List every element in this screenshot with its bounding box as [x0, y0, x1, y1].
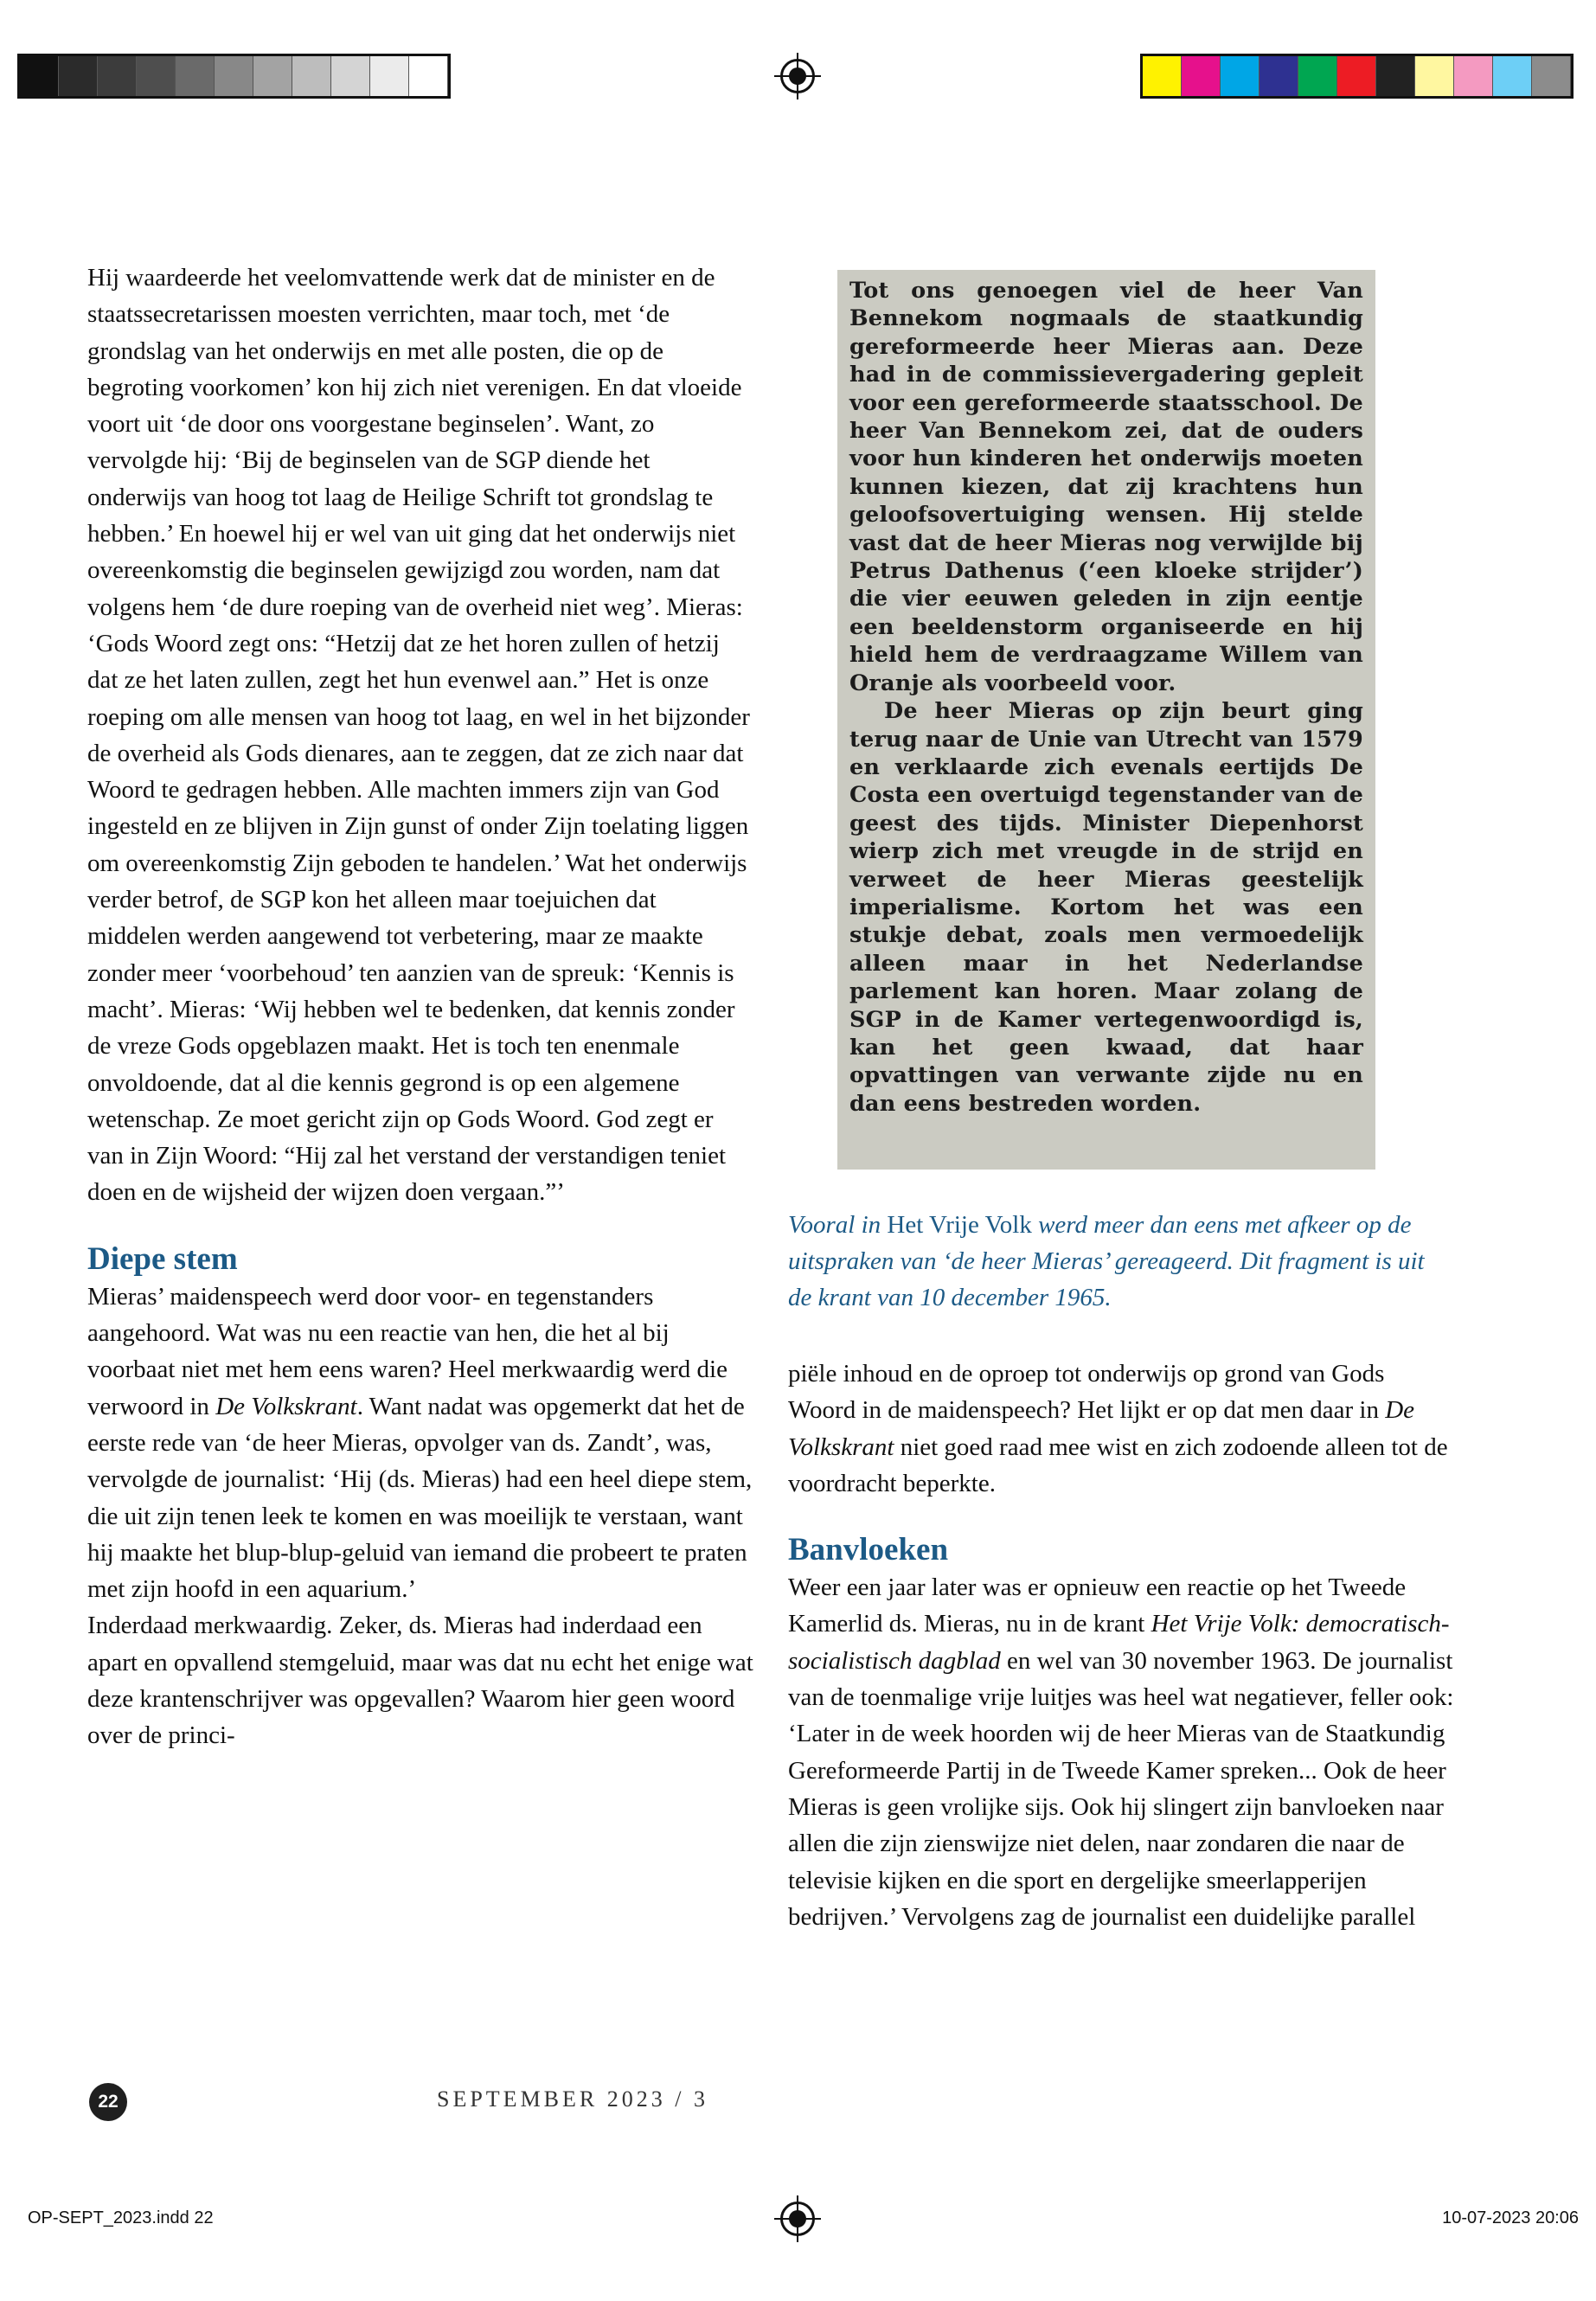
color-swatch: [1298, 56, 1337, 96]
greyscale-swatch: [59, 56, 98, 96]
right-column: [788, 1356, 1454, 1935]
section-heading-diepe-stem: Diepe stem: [87, 1240, 238, 1277]
greyscale-swatch: [253, 56, 292, 96]
newspaper-title: Het Vrije Volk: [887, 1211, 1032, 1239]
color-swatch: [1454, 56, 1493, 96]
greyscale-swatch: [370, 56, 409, 96]
color-swatch: [1221, 56, 1259, 96]
color-swatch: [1493, 56, 1532, 96]
greyscale-swatch: [409, 56, 448, 96]
newspaper-title: De Volkskrant: [788, 1396, 1415, 1461]
registration-mark-top: [780, 59, 815, 93]
body-paragraph: Mieras’ maidenspeech werd door voor- en tegenstanders aangehoord. Wat was nu een reactie van hen, die het al bij voorbaat niet met hem eens waren? Heel merkwaardig werd die verwoord in De Volkskrant. Want nadat was opgemerkt dat het de eerste rede van ‘de heer Mieras, opvolger van ds. Zandt’, was, vervolgde de journalist: ‘Hij (ds. Mieras) had een heel diepe stem, die uit zijn tenen leek te komen en was moeilijk te verstaan, want hij maakte het blup-blup-geluid van iemand die probeert te praten met zijn hoofd in een aquarium.’: [87, 1282, 753, 1604]
greyscale-swatch: [137, 56, 176, 96]
color-swatch: [1337, 56, 1376, 96]
greyscale-swatch: [20, 56, 59, 96]
greyscale-swatch: [292, 56, 331, 96]
color-swatch: [1259, 56, 1298, 96]
clipping-paragraph: Tot ons genoegen viel de heer Van Bennekom nogmaals de staatkundig gereformeerde heer Mieras aan. Deze had in de commissievergadering gepleit voor een gereformeerde staatsschool. De heer Van Bennekom zei, dat de ouders voor hun kinderen het onderwijs moeten kunnen kiezen, dat zij krachtens hun geloofsovertuiging wensen. Hij stelde vast dat de heer Mieras nog verwijlde bij Petrus Dathenus (‘een kloeke strijder’) die vier eeuwen geleden in zijn eentje een beeldenstorm organiseerde en hij hield hem de verdraagzame Willem van Oranje als voorbeeld voor.: [849, 278, 1363, 696]
color-swatch: [1532, 56, 1571, 96]
left-column: [87, 260, 753, 1754]
registration-mark-bottom: [780, 2202, 815, 2236]
page-number-badge: 22: [89, 2083, 127, 2121]
color-swatch: [1415, 56, 1454, 96]
newspaper-title: De Volkskrant: [215, 1392, 357, 1420]
section-heading-banvloeken: Banvloeken: [788, 1532, 949, 1568]
clipping-paragraph: De heer Mieras op zijn beurt ging terug naar de Unie van Utrecht van 1579 en verklaarde zich evenals eertijds De Costa een overtuigd tegenstander van de geest des tijds. Minister Diepenhorst wierp zich met vreugde in de strijd en verweet de heer Mieras geestelijk imperialisme. Kortom het was een stukje debat, zoals men vermoedelijk alleen maar in het Nederlandse parlement kan horen. Maar zolang de SGP in de Kamer vertegenwoordigd is, kan het geen kwaad, dat haar opvattingen van verwante zijde nu en dan eens bestreden worden.: [849, 698, 1363, 1117]
body-paragraph: Weer een jaar later was er opnieuw een reactie op het Tweede Kamerlid ds. Mieras, nu in de krant Het Vrije Volk: democratisch-socialistisch dagblad en wel van 30 november 1963. De journalist van de toenmalige vrije luitjes was heel wat negatiever, feller ook: ‘Later in de week hoorden wij de heer Mieras van de Staatkundig Gereformeerde Partij in de Tweede Kamer spreken... Ook de heer Mieras is geen vrolijke sijs. Ook hij slingert zijn banvloeken naar allen die zijn zienswijze niet delen, naar zondaren die naar de televisie kijken en die sport en dergelijke smeerlapperijen bedrijven.’ Vervolgens zag de journalist een duidelijke parallel: [788, 1574, 1454, 1931]
body-paragraph: Inderdaad merkwaardig. Zeker, ds. Mieras had inderdaad een apart en opvallend stemgeluid, maar was dat nu echt het enige wat deze krantenschrijver was opgevallen? Waarom hier geen woord over de princi-: [87, 1612, 753, 1750]
greyscale-swatch: [98, 56, 137, 96]
body-paragraph: piële inhoud en de oproep tot onderwijs op grond van Gods Woord in de maidenspeech? Het lijkt er op dat men daar in De Volkskrant niet goed raad mee wist en zich zodoende alleen tot de voordracht beperkte.: [788, 1360, 1448, 1497]
color-calibration-bar: [1140, 54, 1574, 99]
color-swatch: [1143, 56, 1182, 96]
newspaper-title: Het Vrije Volk: democratisch-socialistisch dagblad: [788, 1610, 1450, 1675]
greyscale-calibration-bar: [17, 54, 451, 99]
greyscale-swatch: [331, 56, 370, 96]
greyscale-swatch: [215, 56, 253, 96]
clipping-caption: Vooral in Het Vrije Volk werd meer dan eens met afkeer op de uitspraken van ‘de heer Mieras’ gereageerd. Dit fragment is uit de krant van 10 december 1965.: [788, 1211, 1425, 1311]
greyscale-swatch: [176, 56, 215, 96]
newspaper-clipping: [837, 270, 1375, 1170]
color-swatch: [1376, 56, 1415, 96]
slug-date: 10-07-2023 20:06: [1442, 2208, 1579, 2227]
body-paragraph: Hij waardeerde het veelomvattende werk dat de minister en de staatssecretarissen moesten verrichten, maar toch, met ‘de grondslag van het onderwijs en met alle posten, die op de begroting voorkomen’ kon hij zich niet verenigen. En dat vloeide voort uit ‘de door ons voorgestane beginselen’. Want, zo vervolgde hij: ‘Bij de beginselen van de SGP diende het onderwijs van hoog tot laag de Heilige Schrift tot grondslag te hebben.’ En hoewel hij er wel van uit ging dat het onderwijs niet overeenkomstig die beginselen gewijzigd zou worden, nam dat volgens hem ‘de dure roeping van de overheid niet weg’. Mieras: ‘Gods Woord zegt ons: “Hetzij dat ze het horen zullen of hetzij dat ze het laten zullen, zegt het hun evenwel aan.” Het is onze roeping om alle mensen van hoog tot laag, en wel in het bijzonder de overheid als Gods dienares, aan te zeggen, dat ze zich naar dat Woord te gedragen hebben. Alle machten immers zijn van God ingesteld en ze blijven in Zijn gunst of onder Zijn toelating liggen om overeenkomstig Zijn geboden te handelen.’ Wat het onderwijs verder betrof, de SGP kon het alleen maar toejuichen dat middelen werden aangewend tot verbetering, maar ze maakte zonder meer ‘voorbehoud’ ten aanzien van de spreuk: ‘Kennis is macht’. Mieras: ‘Wij hebben wel te bedenken, dat kennis zonder de vreze Gods opgeblazen maakt. Het is toch ten enenmale onvoldoende, dat al die kennis gegrond is op een algemene wetenschap. Ze moet gericht zijn op Gods Woord. God zegt er van in Zijn Woord: “Hij zal het verstand der verstandigen teniet doen en de wijsheid der wijzen doen vergaan.”’: [87, 264, 750, 1207]
color-swatch: [1182, 56, 1221, 96]
issue-label: SEPTEMBER 2023 / 3: [437, 2086, 708, 2112]
slug-file-name: OP-SEPT_2023.indd 22: [28, 2208, 214, 2227]
